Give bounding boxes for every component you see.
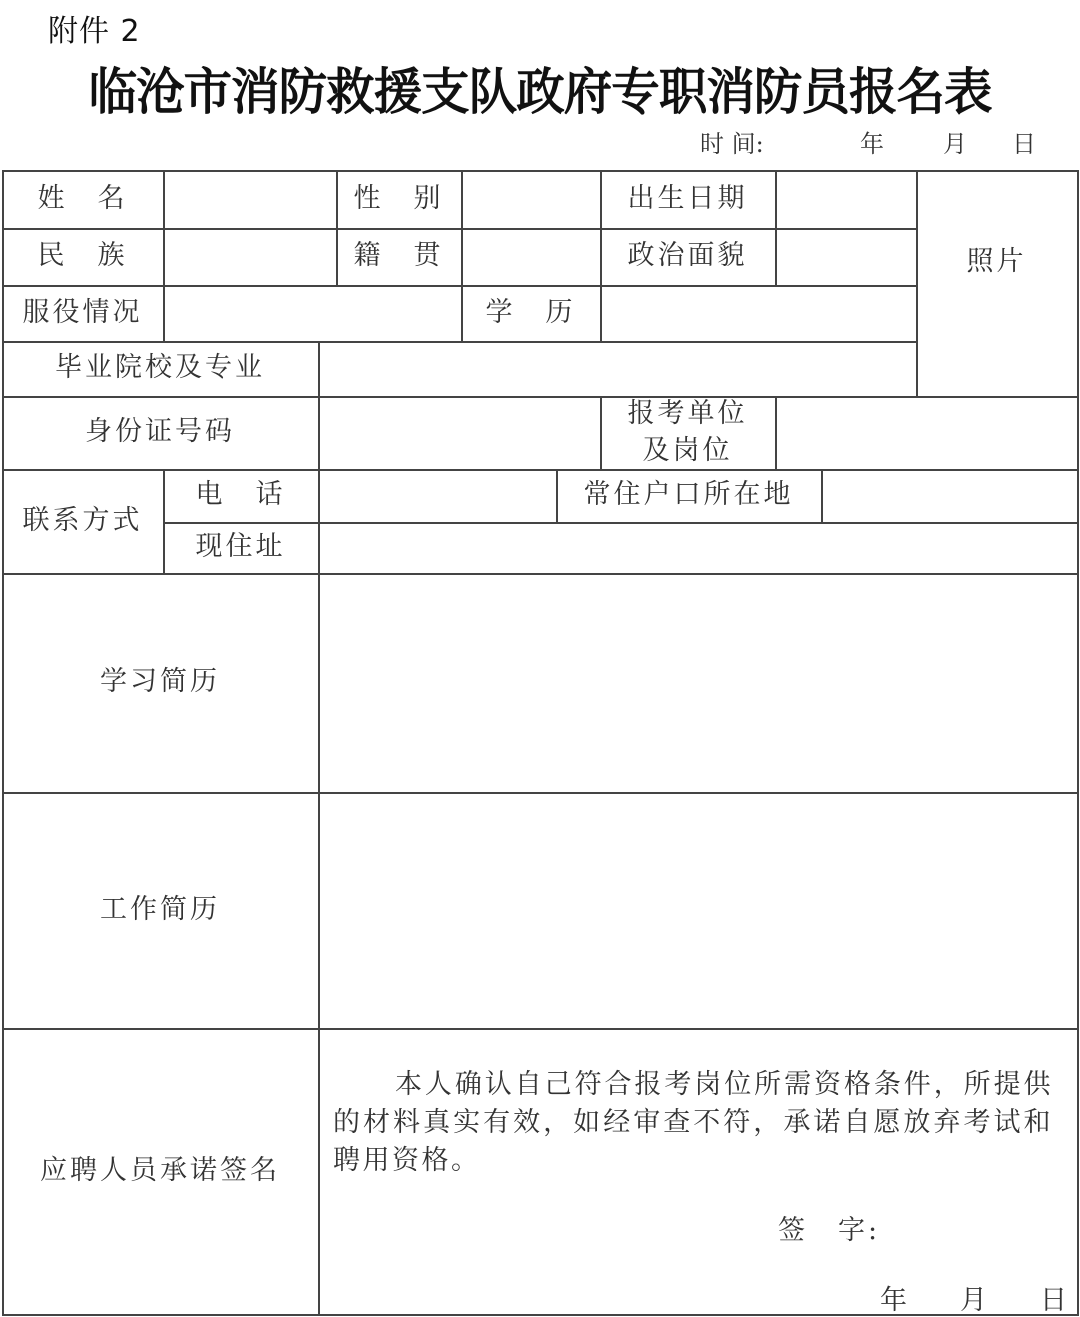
date-day: 日 — [1012, 130, 1036, 158]
sign-day: 日 — [1040, 1285, 1067, 1316]
study-history-label: 学习简历 — [100, 666, 220, 698]
birth-date-label: 出生日期 — [627, 182, 748, 214]
id-number-label: 身份证号码 — [85, 416, 235, 448]
political-status-label: 政治面貌 — [627, 240, 748, 272]
current-address-label: 现住址 — [195, 531, 286, 563]
school-major-label: 毕业院校及专业 — [55, 352, 265, 384]
contact-label: 联系方式 — [22, 504, 143, 536]
work-history-label: 工作简历 — [100, 893, 220, 925]
sign-year: 年 — [880, 1285, 907, 1316]
gender-label: 性 别 — [353, 182, 444, 214]
sign-month: 月 — [960, 1285, 987, 1316]
military-service-label: 服役情况 — [22, 296, 143, 328]
applied-unit-line2: 及岗位 — [642, 434, 733, 466]
signature-label: 签 字: — [778, 1215, 881, 1246]
pledge-text: 本人确认自己符合报考岗位所需资格条件，所提供的材料真实有效，如经审查不符，承诺自愿放弃考试和聘用资格。 — [333, 1069, 1053, 1176]
native-place-label: 籍 贯 — [353, 240, 444, 272]
date-year: 年 — [860, 130, 884, 158]
date-label: 时 间: — [700, 130, 764, 158]
date-line — [700, 124, 1040, 158]
applied-unit-label — [600, 396, 775, 469]
ethnicity-label: 民 族 — [37, 240, 128, 272]
form-title: 临沧市消防救援支队政府专职消防员报名表 — [88, 63, 992, 121]
attachment-label: 附件 2 — [48, 14, 141, 49]
pledge-signature-label: 应聘人员承诺签名 — [40, 1154, 280, 1186]
education-label: 学 历 — [485, 296, 576, 328]
name-label: 姓 名 — [37, 182, 128, 214]
date-month: 月 — [943, 130, 967, 158]
phone-label: 电 话 — [195, 479, 286, 511]
photo-box: 照片 — [966, 245, 1027, 277]
household-registration-label: 常住户口所在地 — [583, 479, 794, 511]
applied-unit-line1: 报考单位 — [627, 398, 748, 430]
